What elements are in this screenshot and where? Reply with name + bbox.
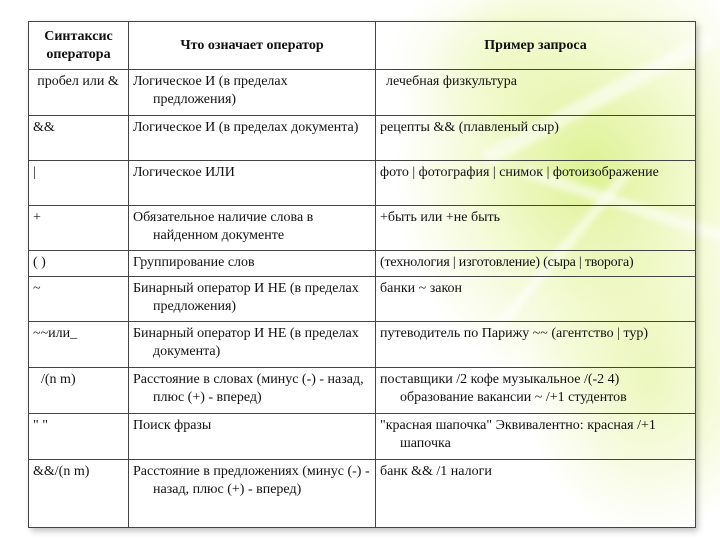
example-cell: фото | фотография | снимок | фотоизображение bbox=[376, 161, 696, 206]
table-row bbox=[29, 414, 696, 460]
meaning-cell: Обязательное наличие слова в найденном документе bbox=[129, 206, 376, 251]
syntax-cell: + bbox=[29, 206, 129, 251]
syntax-cell: ~ bbox=[29, 277, 129, 322]
example-cell: +быть или +не быть bbox=[376, 206, 696, 251]
syntax-cell: /(n m) bbox=[29, 368, 129, 414]
example-cell: путеводитель по Парижу ~~ (агентство | тур) bbox=[376, 322, 696, 368]
meaning-cell: Поиск фразы bbox=[129, 414, 376, 460]
example-cell: рецепты && (плавленый сыр) bbox=[376, 116, 696, 161]
table-row bbox=[29, 251, 696, 277]
example-cell: банк && /1 налоги bbox=[376, 460, 696, 528]
syntax-cell: ( ) bbox=[29, 251, 129, 277]
example-cell: (технология | изготовление) (сыра | творога) bbox=[376, 251, 696, 277]
table-row bbox=[29, 70, 696, 116]
header-row bbox=[29, 22, 696, 70]
header-syntax: Синтаксис оператора bbox=[29, 22, 129, 70]
example-cell: "красная шапочка" Эквивалентно: красная /+1 шапочка bbox=[376, 414, 696, 460]
table-row bbox=[29, 460, 696, 528]
syntax-cell: | bbox=[29, 161, 129, 206]
meaning-cell: Расстояние в предложениях (минус (-) - назад, плюс (+) - вперед) bbox=[129, 460, 376, 528]
syntax-cell: &&/(n m) bbox=[29, 460, 129, 528]
header-meaning: Что означает оператор bbox=[129, 22, 376, 70]
example-cell: банки ~ закон bbox=[376, 277, 696, 322]
table-row bbox=[29, 322, 696, 368]
meaning-cell: Логическое И (в пределах документа) bbox=[129, 116, 376, 161]
syntax-cell: пробел или & bbox=[29, 70, 129, 116]
table-row bbox=[29, 161, 696, 206]
meaning-cell: Логическое И (в пределах предложения) bbox=[129, 70, 376, 116]
table-row bbox=[29, 277, 696, 322]
header-example: Пример запроса bbox=[376, 22, 696, 70]
table-row bbox=[29, 368, 696, 414]
table-row bbox=[29, 116, 696, 161]
search-operators-table bbox=[28, 21, 696, 528]
meaning-cell: Группирование слов bbox=[129, 251, 376, 277]
meaning-cell: Бинарный оператор И НЕ (в пределах предложения) bbox=[129, 277, 376, 322]
example-cell: поставщики /2 кофе музыкальное /(-2 4) образование вакансии ~ /+1 студентов bbox=[376, 368, 696, 414]
meaning-cell: Бинарный оператор И НЕ (в пределах документа) bbox=[129, 322, 376, 368]
syntax-cell: " " bbox=[29, 414, 129, 460]
example-cell: лечебная физкультура bbox=[376, 70, 696, 116]
operators-table-container bbox=[28, 21, 695, 528]
syntax-cell: ~~или_ bbox=[29, 322, 129, 368]
syntax-cell: && bbox=[29, 116, 129, 161]
meaning-cell: Логическое ИЛИ bbox=[129, 161, 376, 206]
table-row bbox=[29, 206, 696, 251]
meaning-cell: Расстояние в словах (минус (-) - назад, плюс (+) - вперед) bbox=[129, 368, 376, 414]
